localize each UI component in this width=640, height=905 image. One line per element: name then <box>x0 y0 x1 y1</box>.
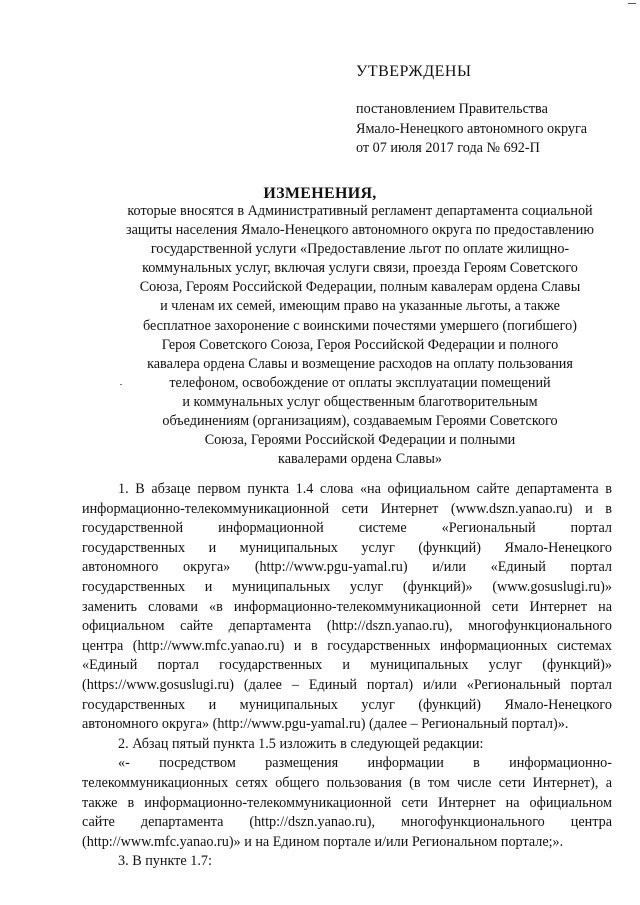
subtitle-line: которые вносятся в Административный регламент департамента социальной <box>127 203 593 219</box>
subtitle-line: коммунальных услуг, включая услуги связи, проезда Героям Советского <box>142 260 578 277</box>
paragraph-line: также в информационно-телекоммуникационной сети Интернет на официальном <box>82 794 612 811</box>
document-title: ИЗМЕНЕНИЯ, <box>263 185 377 202</box>
paragraph-p4 <box>82 852 612 872</box>
subtitle-line: и членам их семей, имеющим право на указанные льготы, а также <box>160 298 560 315</box>
paragraph-line: «Единый портал государственных и муниципальных услуг (функций)» <box>82 657 612 674</box>
paragraph-p1 <box>82 480 612 735</box>
document-subtitle <box>80 202 640 469</box>
paragraph-line: сайте департамента (http://dszn.yanao.ru), многофункционального центра <box>82 814 612 831</box>
paragraph-line: информационно-телекоммуникационной сети Интернет (www.dszn.yanao.ru) и в <box>82 500 612 517</box>
approval-line-1: постановлением Правительства <box>356 101 548 117</box>
scan-mark <box>628 3 636 4</box>
paragraph-line: (http://www.mfc.yanao.ru)» и на Едином портале и/или Региональном портале;». <box>82 833 564 850</box>
paragraph-p3 <box>82 754 612 852</box>
subtitle-line: Героя Советского Союза, Героя Российской Федерации и полного <box>161 336 559 353</box>
paragraph-line: 1. В абзаце первом пункта 1.4 слова «на официальном сайте департамента в <box>118 481 612 497</box>
subtitle-line: объединениям (организациям), создаваемым Героями Советского <box>162 413 558 430</box>
subtitle-line: защиты населения Ямало-Ненецкого автономного округа по предоставлению <box>126 222 594 239</box>
approval-line-3: от 07 июля 2017 года № 692-П <box>356 140 540 156</box>
paragraph-line: «- посредством размещения информации в информационно- <box>118 755 612 772</box>
subtitle-line: кавалера ордена Славы и возмещение расходов на оплату пользования <box>147 355 573 372</box>
subtitle-line: кавалерами ордена Славы» <box>278 451 442 468</box>
paragraph-line: телекоммуникационных сетях общего пользования (в том числе сети Интернет), а <box>82 774 612 791</box>
paragraph-line: государственных и муниципальных услуг (функций) Ямало-Ненецкого <box>82 696 612 713</box>
subtitle-line: государственной услуги «Предоставление льгот по оплате жилищно- <box>150 241 570 258</box>
paragraph-line: автономного округа» (http://www.pgu-yamal.ru) и/или «Единый портал <box>82 559 612 576</box>
subtitle-line: бесплатное захоронение с воинскими почестями умершего (погибшего) <box>143 317 577 334</box>
paragraph-line: заменить словами «в информационно-телекоммуникационной сети Интернет на <box>82 598 612 615</box>
paragraph-line: официальном сайте департамента (http://dszn.yanao.ru), многофункционального <box>82 618 612 635</box>
paragraph-line: 2. Абзац пятый пункта 1.5 изложить в следующей редакции: <box>118 735 484 752</box>
approval-line-2: Ямало-Ненецкого автономного округа <box>356 120 588 137</box>
paragraph-line: 3. В пункте 1.7: <box>118 853 212 870</box>
subtitle-line: Союза, Героями Российской Федерации и полными <box>204 432 516 449</box>
paragraph-line: государственной информационной системе «Региональный портал <box>82 520 612 537</box>
paragraph-line: центра (http://www.mfc.yanao.ru) и в государственных информационных системах <box>82 637 612 654</box>
paragraph-line: государственных и муниципальных услуг (функций)» (www.gosuslugi.ru)» <box>82 578 612 595</box>
document-body <box>82 480 612 872</box>
paragraph-line: автономного округа» (http://www.pgu-yamal.ru) (далее – Региональный портал)». <box>82 716 569 733</box>
approval-block <box>356 62 626 159</box>
paragraph-line: (https://www.gosuslugi.ru) (далее – Единый портал) и/или «Региональный портал <box>82 676 612 693</box>
paragraph-line: государственных и муниципальных услуг (функций) Ямало-Ненецкого <box>82 539 612 556</box>
subtitle-line: и коммунальных услуг общественным благотворительным <box>182 393 538 410</box>
subtitle-line: Союза, Героям Российской Федерации, полным кавалерам ордена Славы <box>139 279 581 296</box>
paragraph-p2 <box>82 735 612 755</box>
approval-heading: УТВЕРЖДЕНЫ <box>356 63 472 80</box>
subtitle-line: телефоном, освобождение от оплаты эксплуатации помещений <box>169 374 551 391</box>
